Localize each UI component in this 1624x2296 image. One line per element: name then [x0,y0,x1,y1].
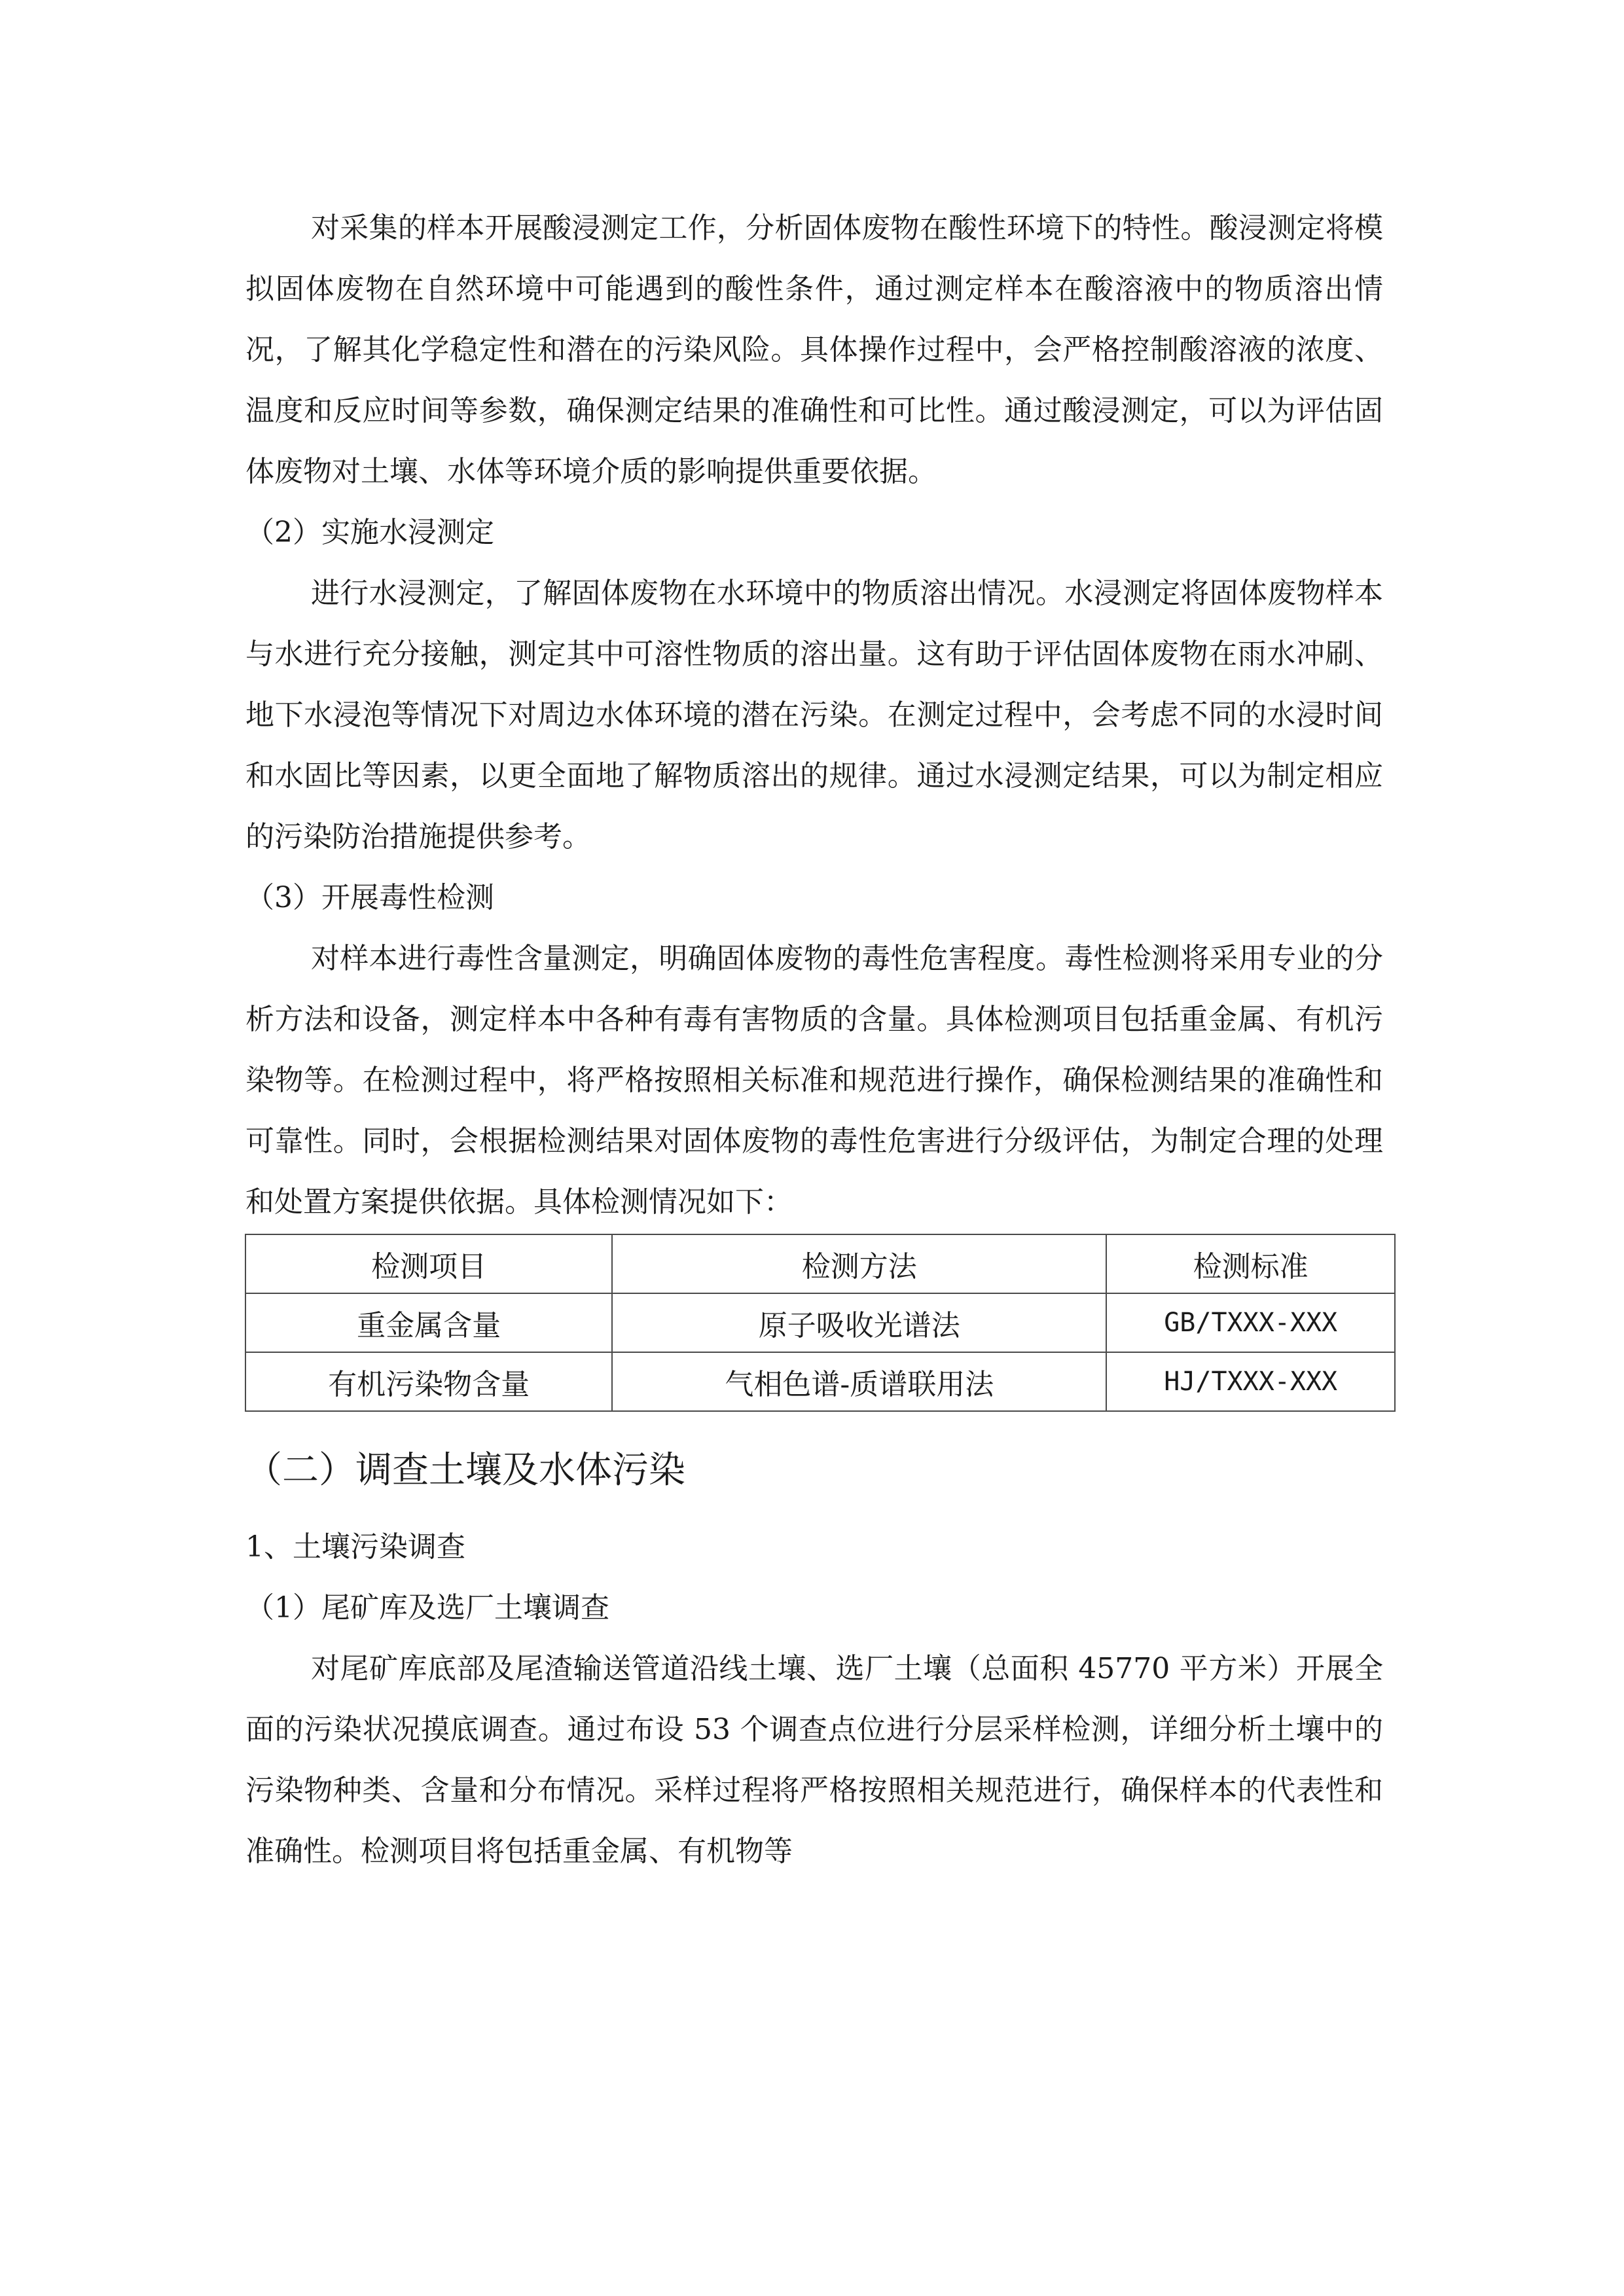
paragraph-water-leaching: 进行水浸测定，了解固体废物在水环境中的物质溶出情况。水浸测定将固体废物样本与水进行充分接触，测定其中可溶性物质的溶出量。这有助于评估固体废物在雨水冲刷、地下水浸泡等情况下对周边水体环境的潜在污染。在测定过程中，会考虑不同的水浸时间和水固比等因素，以更全面地了解物质溶出的规律。通过水浸测定结果，可以为制定相应的污染防治措施提供参考。 [245,577,1383,853]
table-cell: 有机污染物含量 [245,1352,612,1411]
section-heading-soil-water: （二）调查土壤及水体污染 [245,1449,685,1492]
paragraph-tailings-soil: 对尾矿库底部及尾渣输送管道沿线土壤、选厂土壤（总面积 45770 平方米）开展全面的污染状况摸底调查。通过布设 53 个调查点位进行分层采样检测，详细分析土壤中的污染物种类、含量和分布情况。采样过程将严格按照相关规范进行，确保样本的代表性和准确性。检测项目将包括重金属、有机物等 [245,1652,1383,1868]
document-page [245,198,1383,1882]
table-cell: GB/TXXX-XXX [1106,1293,1395,1352]
table-header-row [245,1234,1395,1293]
subheading-water-leaching: （2）实施水浸测定 [245,516,494,549]
table-header-cell: 检测方法 [612,1234,1106,1293]
item-soil-survey: 1、土壤污染调查 [245,1530,465,1564]
table-cell: 原子吸收光谱法 [612,1293,1106,1352]
table-header-cell: 检测标准 [1106,1234,1395,1293]
paragraph-acid-leaching: 对采集的样本开展酸浸测定工作，分析固体废物在酸性环境下的特性。酸浸测定将模拟固体废物在自然环境中可能遇到的酸性条件，通过测定样本在酸溶液中的物质溶出情况，了解其化学稳定性和潜在的污染风险。具体操作过程中，会严格控制酸溶液的浓度、温度和反应时间等参数，确保测定结果的准确性和可比性。通过酸浸测定，可以为评估固体废物对土壤、水体等环境介质的影响提供重要依据。 [245,211,1383,488]
table-row [245,1352,1395,1411]
detection-table [245,1234,1396,1412]
table-row [245,1293,1395,1352]
table-cell: 重金属含量 [245,1293,612,1352]
paragraph-toxicity-test: 对样本进行毒性含量测定，明确固体废物的毒性危害程度。毒性检测将采用专业的分析方法和设备，测定样本中各种有毒有害物质的含量。具体检测项目包括重金属、有机污染物等。在检测过程中，将严格按照相关标准和规范进行操作，确保检测结果的准确性和可靠性。同时，会根据检测结果对固体废物的毒性危害进行分级评估，为制定合理的处理和处置方案提供依据。具体检测情况如下： [245,942,1383,1219]
table-header-cell: 检测项目 [245,1234,612,1293]
table-cell: HJ/TXXX-XXX [1106,1352,1395,1411]
table-cell: 气相色谱-质谱联用法 [612,1352,1106,1411]
subheading-toxicity-test: （3）开展毒性检测 [245,881,494,914]
subheading-tailings-soil: （1）尾矿库及选厂土壤调查 [245,1591,609,1624]
